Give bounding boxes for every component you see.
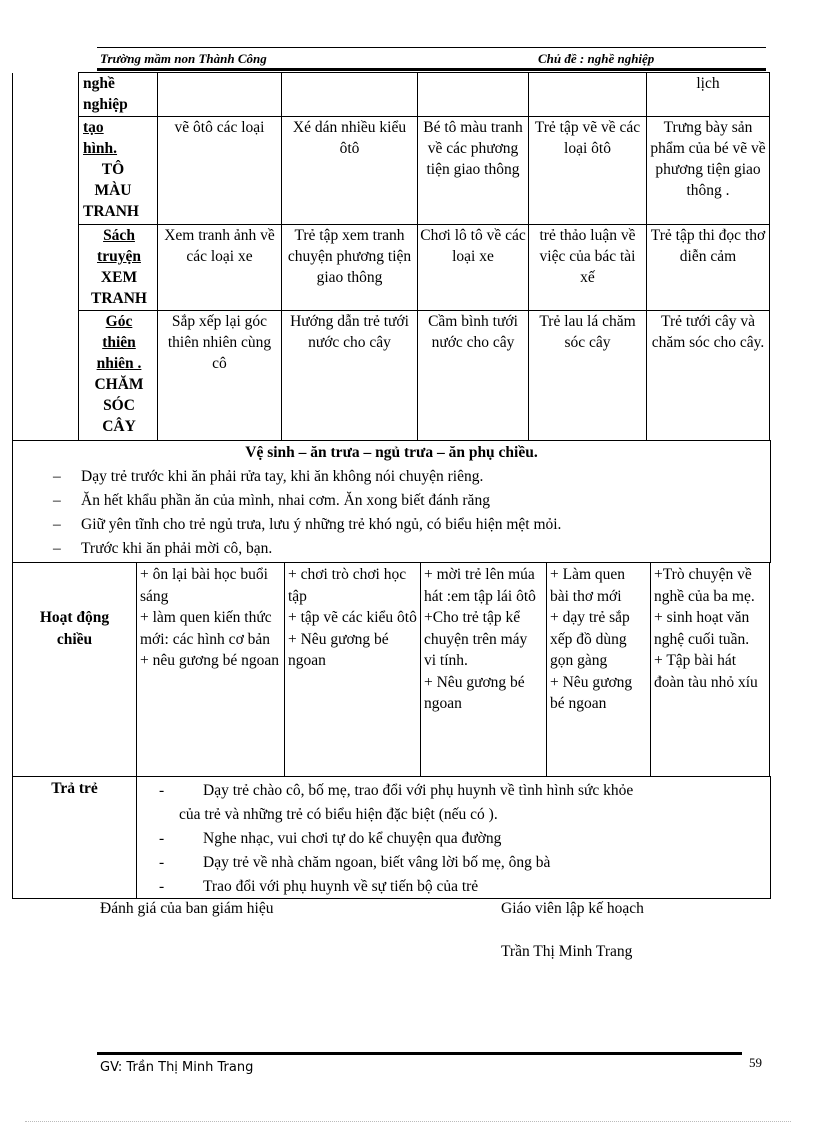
list-item: - Trao đổi với phụ huynh về sự tiến bộ của trẻ <box>159 878 479 895</box>
table-row <box>13 311 770 441</box>
table-cell: +Trò chuyện về nghề của ba mẹ. + sinh hoạt văn nghệ cuối tuần. + Tập bài hát đoàn tàu nhỏ xíu <box>651 563 770 777</box>
header-rule-top <box>97 47 766 48</box>
table-cell: Bé tô màu tranh về các phương tiện giao thông <box>418 117 529 225</box>
table-row <box>13 225 770 311</box>
table-cell: vẽ ôtô các loại <box>158 117 282 225</box>
school-name: Trường mầm non Thành Công <box>100 51 267 66</box>
page-number: 59 <box>749 1055 762 1070</box>
teacher-name: Trần Thị Minh Trang <box>501 943 633 960</box>
afternoon-table <box>12 562 770 777</box>
table-cell: Trẻ lau lá chăm sóc cây <box>529 311 647 441</box>
table-cell: + Làm quen bài thơ mới + dạy trẻ sắp xếp đồ dùng gọn gàng + Nêu gương bé ngoan <box>547 563 651 777</box>
table-cell: Trẻ tập thi đọc thơ diễn cảm <box>647 225 770 311</box>
table-row <box>13 563 770 777</box>
footer-teacher: GV: Trần Thị Minh Trang <box>100 1060 254 1075</box>
list-item-continuation: của trẻ và những trẻ có biểu hiện đặc biệt (nếu có ). <box>179 806 498 823</box>
activity-label: Sách truyện XEM TRANH <box>79 225 158 311</box>
page-edge <box>25 1121 791 1122</box>
topic-label: Chủ đề : nghề nghiệp <box>538 51 655 66</box>
activity-label: Góc thiên nhiên . CHĂM SÓC CÂY <box>79 311 158 441</box>
list-item: – Dạy trẻ trước khi ăn phải rửa tay, khi ăn không nói chuyện riêng. <box>53 468 484 485</box>
table-row <box>13 117 770 225</box>
header-rule-bottom <box>97 68 766 71</box>
pickup-label: Trả trẻ <box>13 777 137 898</box>
table-cell: + chơi trò chơi học tập + tập vẽ các kiểu ôtô + Nêu gương bé ngoan <box>285 563 421 777</box>
table-cell: Trưng bày sản phẩm của bé vẽ về phương tiện giao thông . <box>647 117 770 225</box>
table-cell: Sắp xếp lại góc thiên nhiên cùng cô <box>158 311 282 441</box>
table-cell: lịch <box>647 73 770 117</box>
afternoon-label: Hoạt động chiều <box>13 563 137 777</box>
table-cell: Xem tranh ảnh về các loại xe <box>158 225 282 311</box>
hygiene-title: Vệ sinh – ăn trưa – ngủ trưa – ăn phụ chiều. <box>245 444 538 461</box>
principal-evaluation-label: Đánh giá của ban giám hiệu <box>100 900 274 917</box>
table-cell: + mời trẻ lên múa hát :em tập lái ôtô +Cho trẻ tập kể chuyện trên máy vi tính. + Nêu gương bé ngoan <box>421 563 547 777</box>
list-item: – Trước khi ăn phải mời cô, bạn. <box>53 540 273 557</box>
activity-label: nghề nghiệp <box>79 73 158 117</box>
table-row <box>13 73 770 117</box>
list-item: - Dạy trẻ về nhà chăm ngoan, biết vâng lời bố mẹ, ông bà <box>159 854 551 871</box>
list-item: – Ăn hết khẩu phần ăn của mình, nhai cơm. Ăn xong biết đánh răng <box>53 492 490 509</box>
hygiene-section <box>12 440 771 563</box>
table-cell: Xé dán nhiều kiểu ôtô <box>282 117 418 225</box>
list-item: – Giữ yên tĩnh cho trẻ ngủ trưa, lưu ý những trẻ khó ngủ, có biểu hiện mệt mỏi. <box>53 516 562 533</box>
activity-label: tạo hình. TÔ MÀU TRANH <box>79 117 158 225</box>
footer-rule <box>97 1052 742 1055</box>
table-cell: trẻ thảo luận về việc của bác tài xế <box>529 225 647 311</box>
list-item: - Nghe nhạc, vui chơi tự do kể chuyện qua đường <box>159 830 502 847</box>
table-cell: Chơi lô tô về các loại xe <box>418 225 529 311</box>
activities-table <box>12 72 770 441</box>
list-item: - Dạy trẻ chào cô, bố mẹ, trao đổi với phụ huynh về tình hình sức khỏe <box>159 782 634 799</box>
table-cell: Hướng dẫn trẻ tưới nước cho cây <box>282 311 418 441</box>
table-cell: Trẻ tưới cây và chăm sóc cho cây. <box>647 311 770 441</box>
table-cell: Cầm bình tưới nước cho cây <box>418 311 529 441</box>
table-cell: + ôn lại bài học buổi sáng + làm quen kiến thức mới: các hình cơ bản + nêu gương bé ngoan <box>137 563 285 777</box>
table-cell: Trẻ tập xem tranh chuyện phương tiện giao thông <box>282 225 418 311</box>
page-header <box>100 50 764 68</box>
pickup-section <box>12 776 771 899</box>
teacher-plan-label: Giáo viên lập kế hoạch <box>501 900 644 917</box>
table-cell: Trẻ tập vẽ về các loại ôtô <box>529 117 647 225</box>
